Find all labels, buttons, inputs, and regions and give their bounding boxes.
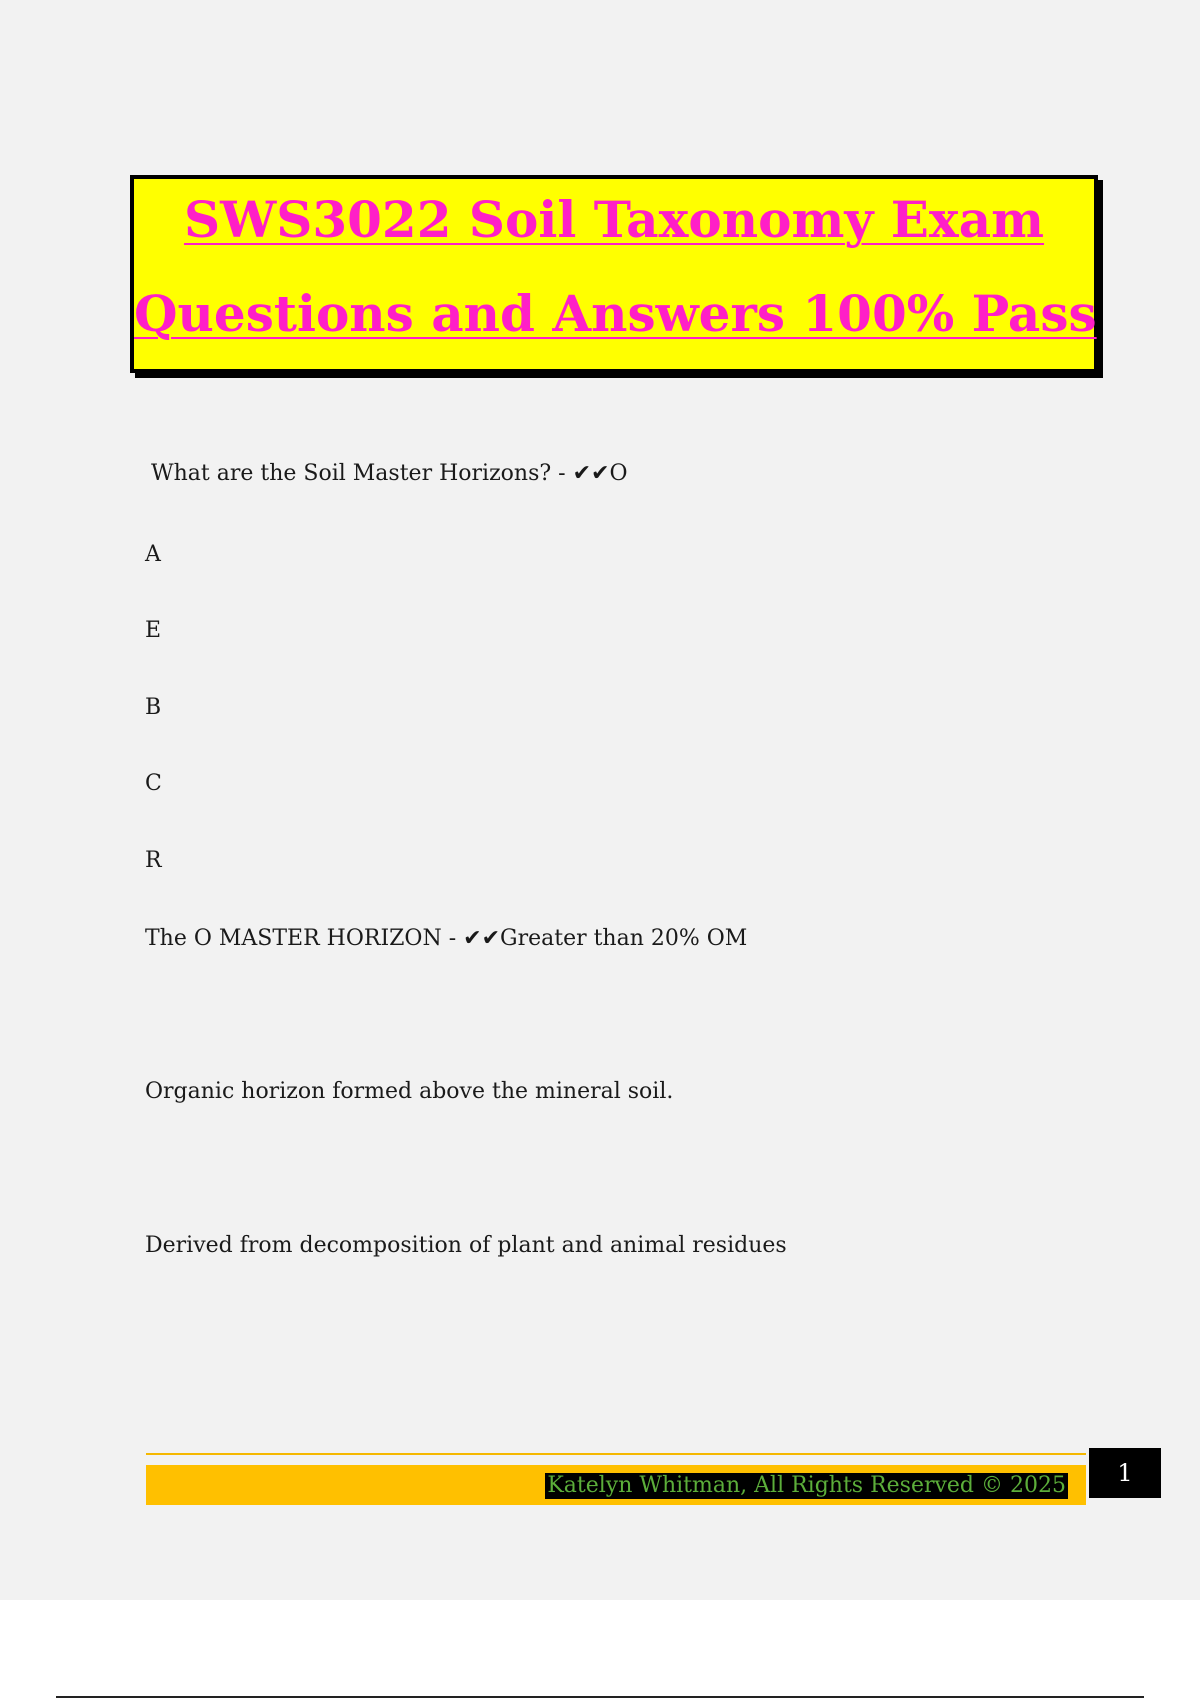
answer-paragraph-1: Organic horizon formed above the mineral soil.: [145, 1079, 674, 1104]
question-1: What are the Soil Master Horizons? - ✔✔O: [151, 461, 628, 486]
horizon-item-r: R: [145, 848, 162, 873]
footer-divider: [146, 1453, 1086, 1455]
horizon-item-b: B: [145, 695, 162, 720]
document-title-line-2: Questions and Answers 100% Pass: [134, 284, 1097, 343]
horizon-item-e: E: [145, 618, 162, 643]
bottom-divider: [56, 1696, 1144, 1698]
footer-copyright: Katelyn Whitman, All Rights Reserved © 2025: [547, 1473, 1066, 1498]
answer-paragraph-2: Derived from decomposition of plant and animal residues: [145, 1233, 787, 1258]
document-title-line-1: SWS3022 Soil Taxonomy Exam: [183, 190, 1045, 249]
question-2: The O MASTER HORIZON - ✔✔Greater than 20% OM: [145, 926, 748, 951]
title-box: [130, 175, 1098, 373]
horizon-item-c: C: [145, 771, 162, 796]
horizon-item-a: A: [145, 542, 161, 567]
page-number: 1: [1089, 1448, 1161, 1498]
footer-bar: [146, 1465, 1086, 1505]
